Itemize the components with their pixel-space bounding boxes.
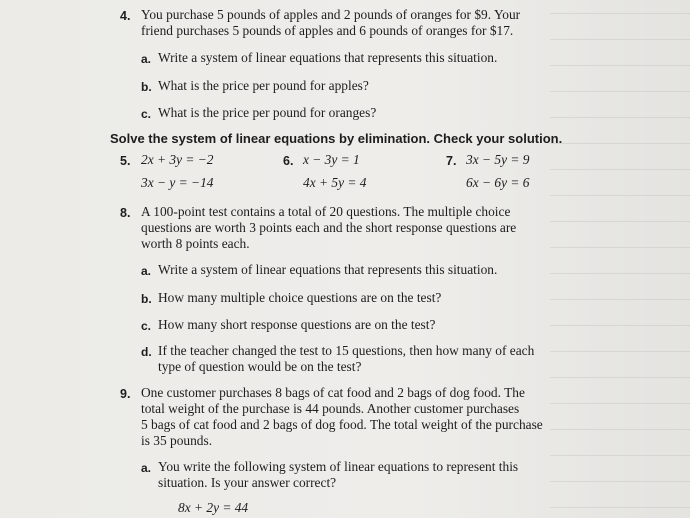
q9-line3: 5 bags of cat food and 2 bags of dog food. The total weight of the purchase [141,417,543,432]
q4c-label: c. [141,107,152,121]
section-heading: Solve the system of linear equations by elimination. Check your solution. [110,131,563,146]
q4-number: 4. [120,9,131,23]
q8c-label: c. [141,319,152,333]
q4-line1: You purchase 5 pounds of apples and 2 pounds of oranges for $9. Your [141,7,521,22]
q8c-text: How many short response questions are on the test? [158,317,436,332]
q5-equation-1: 2x + 3y = −2 [141,152,214,167]
q9a-line1: You write the following system of linear equations to represent this [158,459,519,474]
q8-line3: worth 8 points each. [141,236,250,251]
q9-line1: One customer purchases 8 bags of cat food and 2 bags of dog food. The [141,385,525,400]
q4b-text: What is the price per pound for apples? [158,78,369,93]
q4a-label: a. [141,52,152,66]
q8a-text: Write a system of linear equations that represents this situation. [158,262,498,277]
q8-line1: A 100-point test contains a total of 20 questions. The multiple choice [141,204,511,219]
q9-line4: is 35 pounds. [141,433,213,448]
q5-number: 5. [120,154,131,168]
q5-equation-2: 3x − y = −14 [141,175,214,190]
q9-line2: total weight of the purchase is 44 pounds. Another customer purchases [141,401,520,416]
q8b-text: How many multiple choice questions are on the test? [158,290,442,305]
q8d-label: d. [141,345,152,359]
q7-equation-1: 3x − 5y = 9 [466,152,530,167]
q7-equation-2: 6x − 6y = 6 [466,175,530,190]
q8-number: 8. [120,206,131,220]
q8-line2: questions are worth 3 points each and the short response questions are [141,220,517,235]
q8d-line2: type of question would be on the test? [158,359,362,374]
q8b-label: b. [141,292,152,306]
q9a-line2: situation. Is your answer correct? [158,475,337,490]
q8d-line1: If the teacher changed the test to 15 questions, then how many of each [158,343,535,358]
bleed-through-text [550,0,690,518]
q8a-label: a. [141,264,152,278]
q6-number: 6. [283,154,294,168]
q7-number: 7. [446,154,457,168]
q4-line2: friend purchases 5 pounds of apples and 6 pounds of oranges for $17. [141,23,514,38]
q6-equation-1: x − 3y = 1 [303,152,360,167]
q9a-equation: 8x + 2y = 44 [178,500,249,515]
q9-number: 9. [120,387,131,401]
q4a-text: Write a system of linear equations that represents this situation. [158,50,498,65]
q4c-text: What is the price per pound for oranges? [158,105,377,120]
q9a-label: a. [141,461,152,475]
q6-equation-2: 4x + 5y = 4 [303,175,367,190]
q4b-label: b. [141,80,152,94]
